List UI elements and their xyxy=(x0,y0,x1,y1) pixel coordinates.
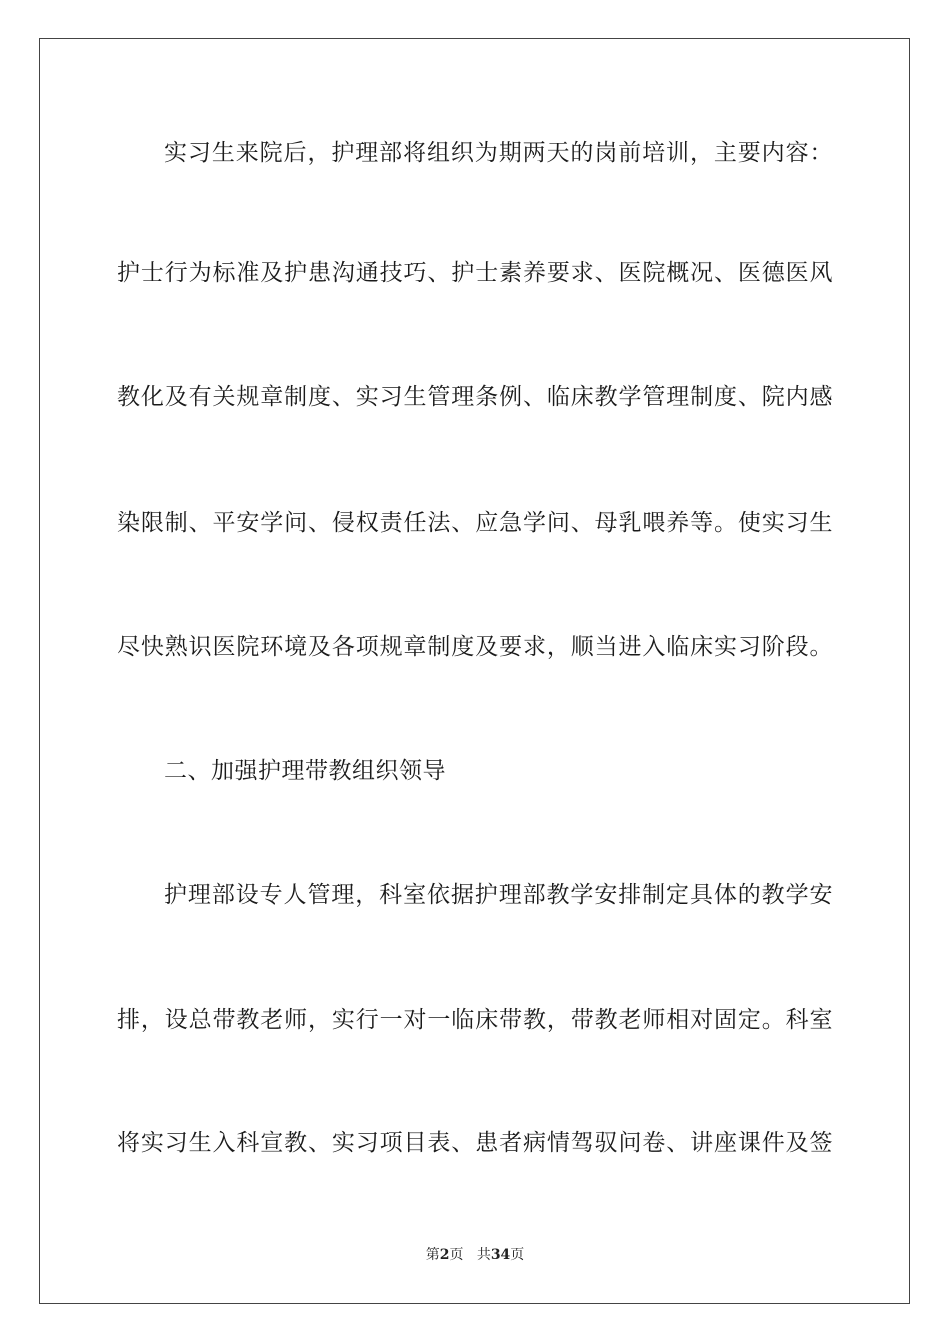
paragraph-line: 将实习生入科宣教、实习项目表、患者病情驾驭问卷、讲座课件及签 xyxy=(117,1130,833,1156)
paragraph-line: 排，设总带教老师，实行一对一临床带教，带教老师相对固定。科室 xyxy=(117,1007,833,1033)
paragraph-line: 染限制、平安学问、侵权责任法、应急学问、母乳喂养等。使实习生 xyxy=(117,510,833,536)
paragraph-line: 实习生来院后，护理部将组织为期两天的岗前培训，主要内容： xyxy=(164,140,833,166)
footer-total-pages: 34 xyxy=(490,1247,511,1263)
footer-total-prefix: 共 xyxy=(476,1247,491,1263)
footer-page-prefix: 第 xyxy=(425,1247,440,1263)
paragraph-line: 教化及有关规章制度、实习生管理条例、临床教学管理制度、院内感 xyxy=(117,384,833,410)
paragraph-line: 护理部设专人管理，科室依据护理部教学安排制定具体的教学安 xyxy=(164,882,833,908)
paragraph-line: 尽快熟识医院环境及各项规章制度及要求，顺当进入临床实习阶段。 xyxy=(117,634,833,660)
footer-total-suffix: 页 xyxy=(510,1247,525,1263)
footer-page-suffix: 页 xyxy=(449,1247,464,1263)
page-footer xyxy=(0,1246,950,1264)
footer-page-number: 2 xyxy=(439,1247,450,1263)
page-border xyxy=(39,38,910,1304)
paragraph-line: 护士行为标准及护患沟通技巧、护士素养要求、医院概况、医德医风 xyxy=(117,260,833,286)
section-heading: 二、加强护理带教组织领导 xyxy=(164,758,446,784)
